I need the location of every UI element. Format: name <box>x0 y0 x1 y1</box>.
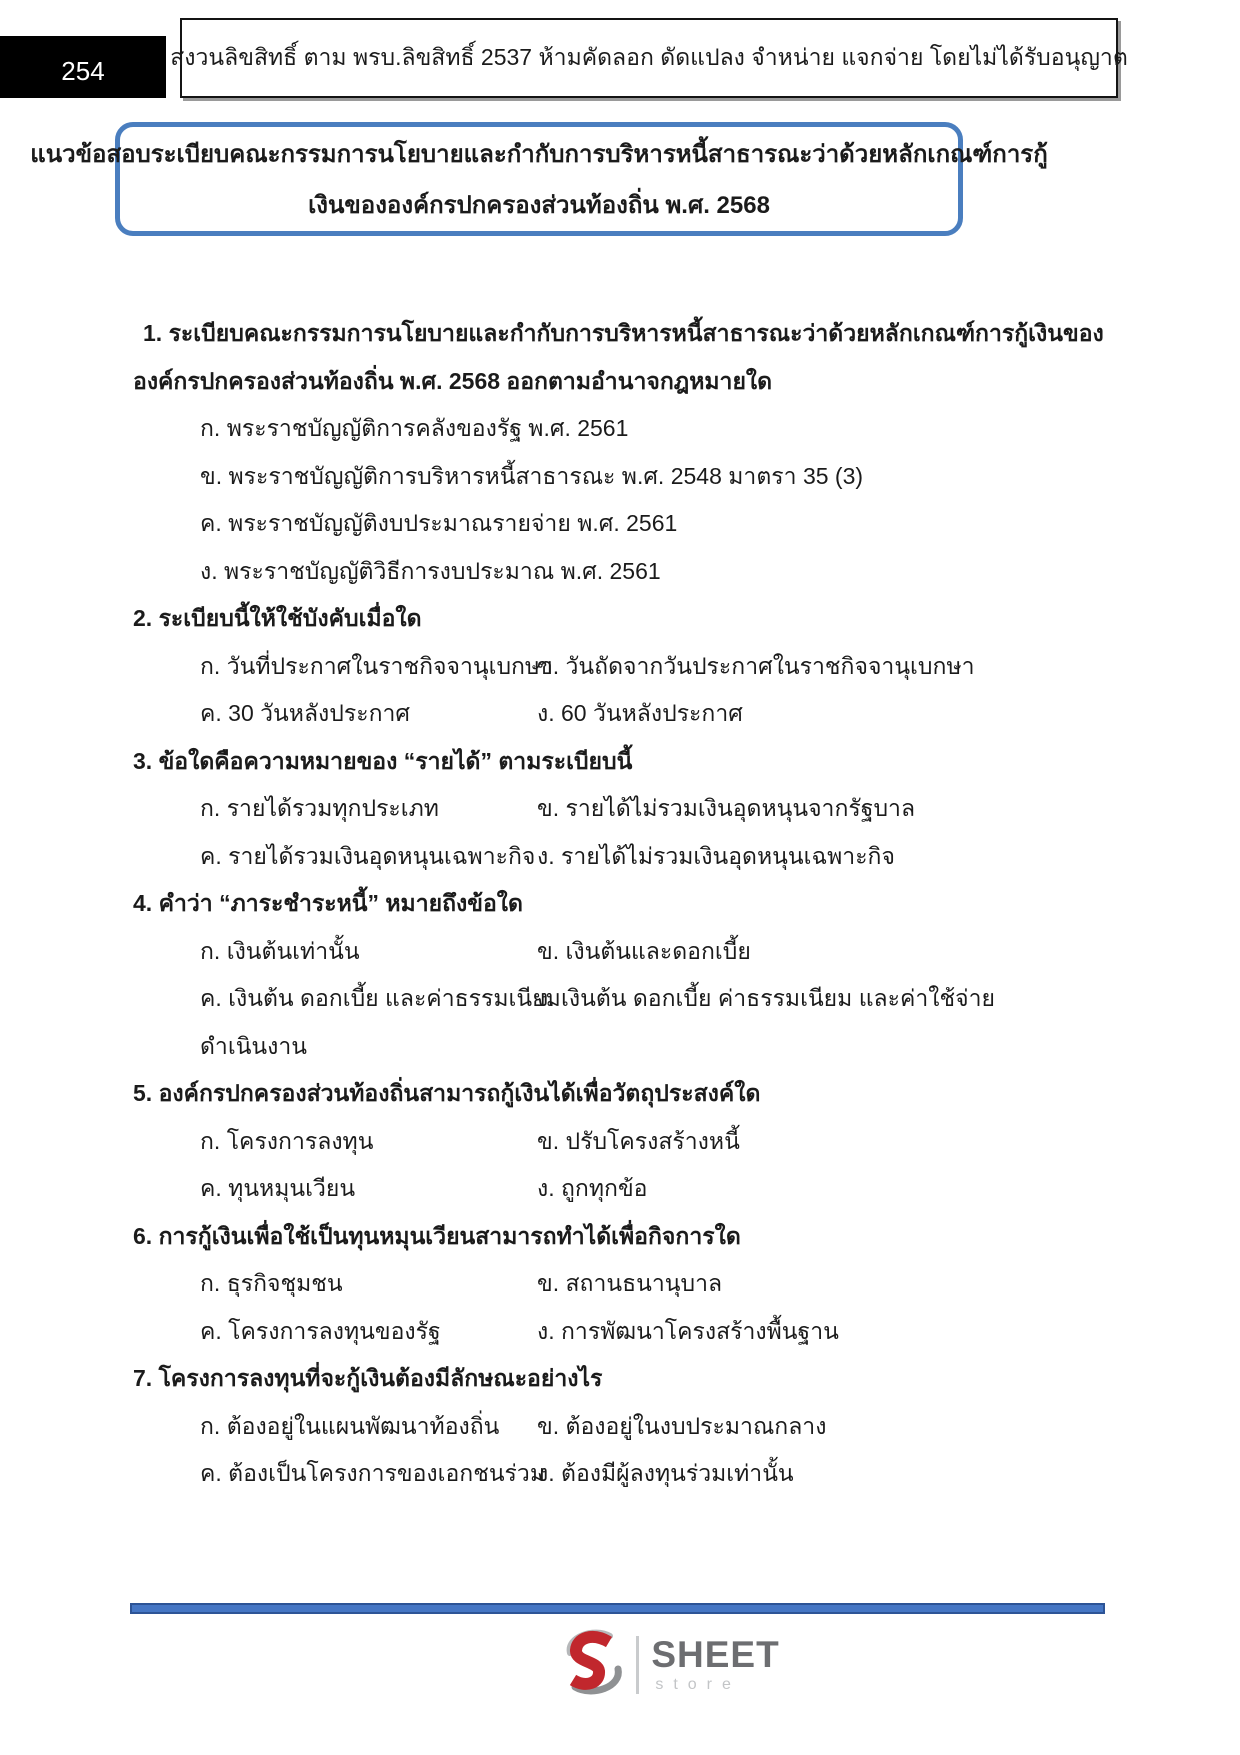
option: ข. เงินต้นและดอกเบี้ย <box>537 937 751 964</box>
option: ง. รายได้ไม่รวมเงินอุดหนุนเฉพาะกิจ <box>537 842 895 869</box>
question-text: 1. ระเบียบคณะกรรมการนโยบายและกำกับการบริหารหนี้สาธารณะว่าด้วยหลักเกณฑ์การกู้เงินของ <box>143 320 1104 346</box>
page-number-box <box>0 36 166 98</box>
question-2 <box>133 595 1133 738</box>
option: ค. พระราชบัญญัติงบประมาณรายจ่าย พ.ศ. 2561 <box>200 510 678 536</box>
questions-section <box>133 310 1133 1498</box>
question-text: 3. ข้อใดคือความหมายของ “รายได้” ตามระเบียบนี้ <box>133 747 633 774</box>
option: ค. โครงการลงทุนของรัฐ <box>200 1317 441 1344</box>
question-text: 7. โครงการลงทุนที่จะกู้เงินต้องมีลักษณะอย่างไร <box>133 1365 603 1391</box>
question-4 <box>133 880 1133 1070</box>
exam-title-line-1: แนวข้อสอบระเบียบคณะกรรมการนโยบายและกำกับการบริหารหนี้สาธารณะว่าด้วยหลักเกณฑ์การกู้ <box>30 141 1048 168</box>
question-text: องค์กรปกครองส่วนท้องถิ่น พ.ศ. 2568 ออกตามอำนาจกฎหมายใด <box>133 367 773 394</box>
option: ก. เงินต้นเท่านั้น <box>200 937 360 964</box>
option: ข. พระราชบัญญัติการบริหารหนี้สาธารณะ พ.ศ. 2548 มาตรา 35 (3) <box>200 462 864 489</box>
page-number: 254 <box>61 55 105 86</box>
option: ก. โครงการลงทุน <box>200 1127 374 1154</box>
sheet-store-logo <box>0 1627 1240 1702</box>
option: ค. รายได้รวมเงินอุดหนุนเฉพาะกิจ <box>200 842 536 869</box>
logo-brand-text: SHEET <box>651 1633 780 1675</box>
question-text: 4. คำว่า “ภาระชำระหนี้” หมายถึงข้อใด <box>133 890 523 916</box>
footer-divider-bar <box>130 1603 1105 1614</box>
option: ก. ธุรกิจชุมชน <box>200 1270 343 1296</box>
option: ข. ปรับโครงสร้างหนี้ <box>537 1127 740 1154</box>
question-6 <box>133 1213 1133 1356</box>
option: ข. วันถัดจากวันประกาศในราชกิจจานุเบกษา <box>537 652 975 679</box>
copyright-notice-box <box>170 18 1128 98</box>
option: ข. ต้องอยู่ในงบประมาณกลาง <box>537 1412 827 1439</box>
option: ข. สถานธนานุบาล <box>537 1270 723 1296</box>
option: ก. ต้องอยู่ในแผนพัฒนาท้องถิ่น <box>200 1412 500 1439</box>
copyright-text: สงวนลิขสิทธิ์ ตาม พรบ.ลิขสิทธิ์ 2537 ห้ามคัดลอก ดัดแปลง จำหน่าย แจกจ่าย โดยไม่ได้รับอนุญาต <box>170 44 1128 70</box>
s-ribbon-icon <box>560 1627 628 1702</box>
option: ง. การพัฒนาโครงสร้างพื้นฐาน <box>537 1317 839 1344</box>
option: ค. ทุนหมุนเวียน <box>200 1175 356 1201</box>
exam-title-box <box>30 122 1048 236</box>
option: ค. เงินต้น ดอกเบี้ย และค่าธรรมเนียม <box>200 985 561 1011</box>
option-continuation: ดำเนินงาน <box>200 1032 308 1059</box>
option: ข. รายได้ไม่รวมเงินอุดหนุนจากรัฐบาล <box>537 795 916 821</box>
option: ง. ถูกทุกข้อ <box>537 1175 648 1201</box>
question-text: 5. องค์กรปกครองส่วนท้องถิ่นสามารถกู้เงินได้เพื่อวัตถุประสงค์ใด <box>133 1080 761 1106</box>
option: ก. รายได้รวมทุกประเภท <box>200 795 439 821</box>
option: ง. เงินต้น ดอกเบี้ย ค่าธรรมเนียม และค่าใช้จ่าย <box>537 985 995 1011</box>
option: ค. 30 วันหลังประกาศ <box>200 700 411 726</box>
logo-sub-text: store <box>655 1675 741 1693</box>
option: ง. พระราชบัญญัติวิธีการงบประมาณ พ.ศ. 2561 <box>200 557 661 584</box>
option: ค. ต้องเป็นโครงการของเอกชนร่วม <box>200 1460 545 1486</box>
option: ง. 60 วันหลังประกาศ <box>537 700 743 726</box>
question-5 <box>133 1070 1133 1213</box>
question-text: 6. การกู้เงินเพื่อใช้เป็นทุนหมุนเวียนสามารถทำได้เพื่อกิจการใด <box>133 1222 741 1249</box>
option: ก. พระราชบัญญัติการคลังของรัฐ พ.ศ. 2561 <box>200 415 629 441</box>
question-1 <box>133 310 1133 595</box>
question-3 <box>133 738 1133 881</box>
logo-divider <box>636 1636 639 1694</box>
question-text: 2. ระเบียบนี้ให้ใช้บังคับเมื่อใด <box>133 605 422 631</box>
option: ก. วันที่ประกาศในราชกิจจานุเบกษา <box>200 652 554 679</box>
question-7 <box>133 1355 1133 1498</box>
exam-title-line-2: เงินขององค์กรปกครองส่วนท้องถิ่น พ.ศ. 2568 <box>308 192 770 219</box>
option: ง. ต้องมีผู้ลงทุนร่วมเท่านั้น <box>537 1460 794 1486</box>
